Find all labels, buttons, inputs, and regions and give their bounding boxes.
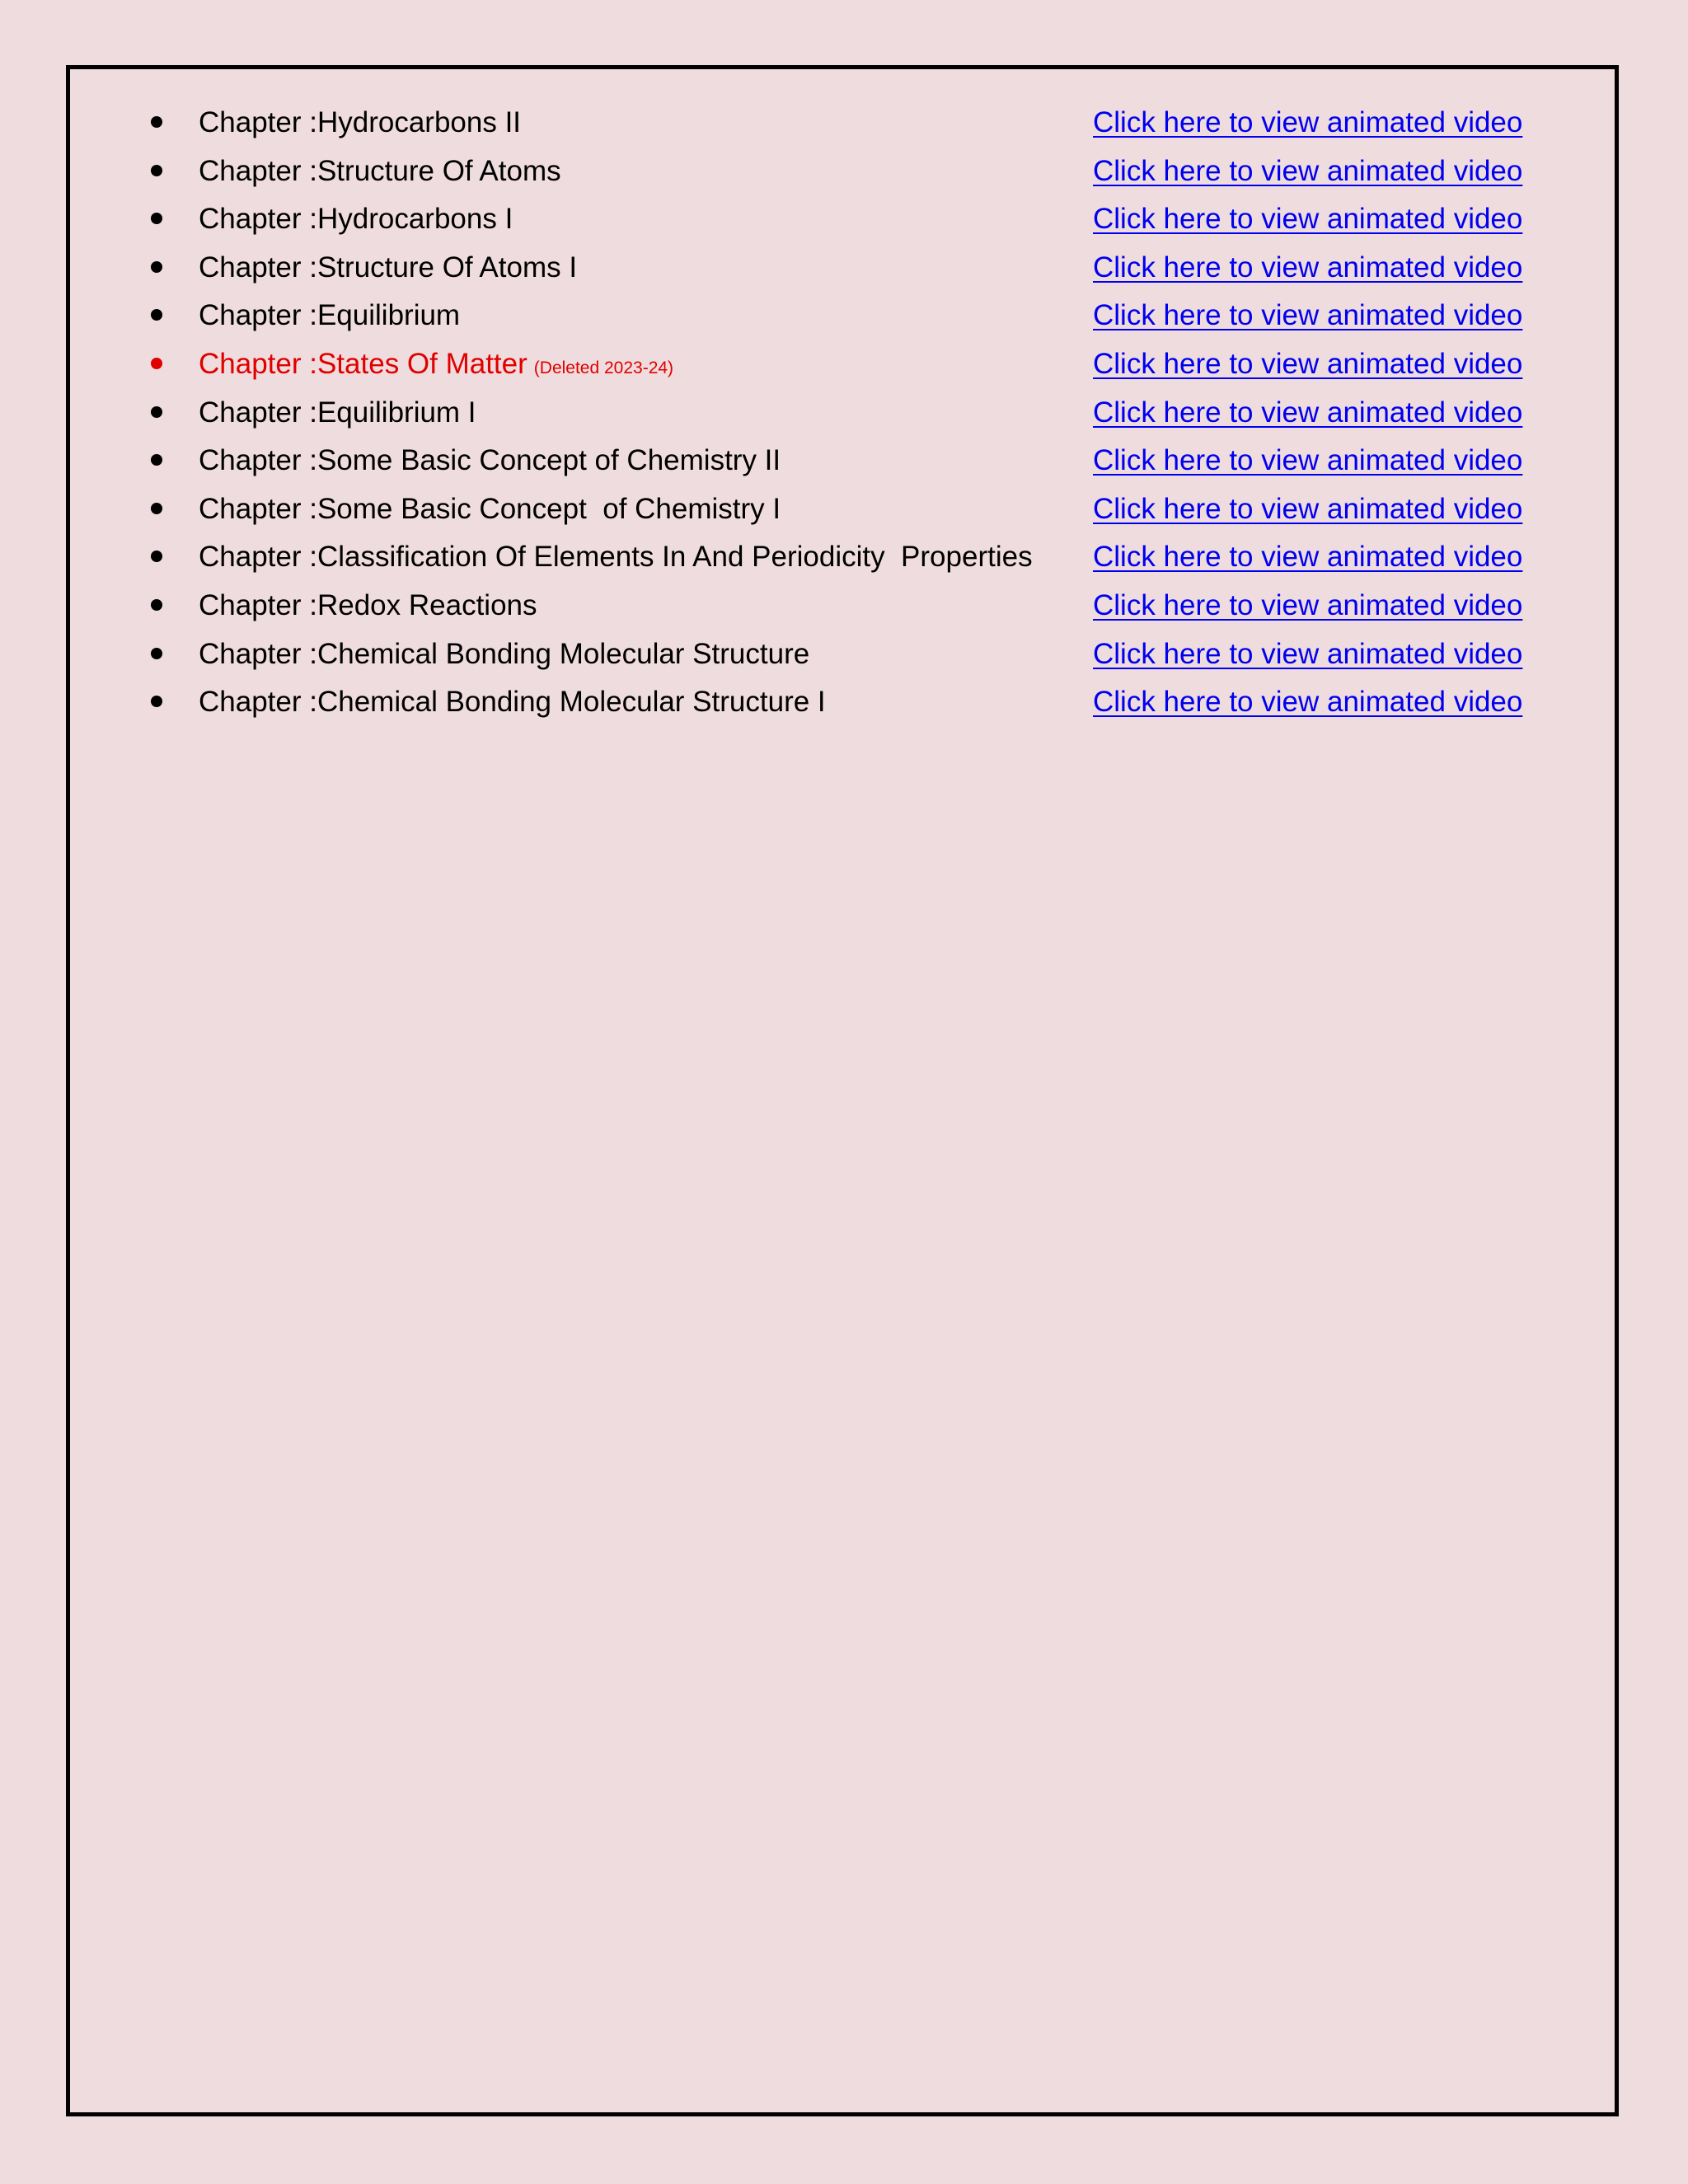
bullet-icon <box>151 116 162 128</box>
animated-video-link[interactable]: Click here to view animated video <box>1093 299 1523 332</box>
bullet-icon <box>151 309 162 321</box>
chapter-row-states-of-matter <box>0 340 1688 389</box>
chapter-title: Chapter :Some Basic Concept of Chemistry I <box>199 492 781 525</box>
animated-video-link[interactable]: Click here to view animated video <box>1093 637 1523 670</box>
bullet-icon <box>151 261 162 273</box>
chapter-title: Chapter :Some Basic Concept of Chemistry II <box>199 444 781 477</box>
chapter-list <box>0 99 1688 727</box>
chapter-title: Chapter :Structure Of Atoms I <box>199 251 578 284</box>
animated-video-link[interactable]: Click here to view animated video <box>1093 347 1523 380</box>
bullet-icon <box>151 551 162 562</box>
animated-video-link[interactable]: Click here to view animated video <box>1093 588 1523 621</box>
bullet-icon <box>151 648 162 659</box>
bullet-icon <box>151 454 162 466</box>
bullet-icon <box>151 358 162 369</box>
animated-video-link[interactable]: Click here to view animated video <box>1093 251 1523 284</box>
animated-video-link[interactable]: Click here to view animated video <box>1093 203 1523 236</box>
chapter-row-structure-of-atoms-i <box>0 244 1688 293</box>
chapter-title: Chapter :Hydrocarbons I <box>199 203 513 236</box>
chapter-row-classification-elements <box>0 533 1688 582</box>
chapter-row-redox-reactions <box>0 582 1688 630</box>
chapter-title: Chapter :Chemical Bonding Molecular Structure <box>199 637 810 670</box>
chapter-title: Chapter :Classification Of Elements In And Periodicity Properties <box>199 541 1033 574</box>
chapter-row-chemical-bonding-i <box>0 678 1688 727</box>
animated-video-link[interactable]: Click here to view animated video <box>1093 106 1523 138</box>
chapter-title: Chapter :States Of Matter <box>199 347 528 380</box>
animated-video-link[interactable]: Click here to view animated video <box>1093 492 1523 525</box>
chapter-title: Chapter :Equilibrium I <box>199 396 476 429</box>
bullet-icon <box>151 165 162 176</box>
chapter-title-wrapper <box>199 340 673 388</box>
deleted-note: (Deleted 2023-24) <box>533 358 674 377</box>
bullet-icon <box>151 696 162 707</box>
chapter-row-chemical-bonding <box>0 630 1688 679</box>
animated-video-link[interactable]: Click here to view animated video <box>1093 686 1523 719</box>
chapter-row-basic-concept-ii <box>0 437 1688 485</box>
chapter-row-hydrocarbons-ii <box>0 99 1688 148</box>
animated-video-link[interactable]: Click here to view animated video <box>1093 154 1523 187</box>
chapter-title: Chapter :Structure Of Atoms <box>199 154 561 187</box>
chapter-row-hydrocarbons-i <box>0 195 1688 244</box>
chapter-row-basic-concept-i <box>0 485 1688 534</box>
bullet-icon <box>151 406 162 418</box>
chapter-title: Chapter :Equilibrium <box>199 299 461 332</box>
bullet-icon <box>151 599 162 611</box>
chapter-row-equilibrium-i <box>0 389 1688 438</box>
bullet-icon <box>151 503 162 514</box>
bullet-icon <box>151 213 162 224</box>
chapter-title: Chapter :Chemical Bonding Molecular Structure I <box>199 686 826 719</box>
animated-video-link[interactable]: Click here to view animated video <box>1093 444 1523 477</box>
chapter-title: Chapter :Redox Reactions <box>199 588 537 621</box>
chapter-row-equilibrium <box>0 292 1688 340</box>
chapter-row-structure-of-atoms <box>0 148 1688 196</box>
animated-video-link[interactable]: Click here to view animated video <box>1093 541 1523 574</box>
chapter-title: Chapter :Hydrocarbons II <box>199 106 522 138</box>
animated-video-link[interactable]: Click here to view animated video <box>1093 396 1523 429</box>
